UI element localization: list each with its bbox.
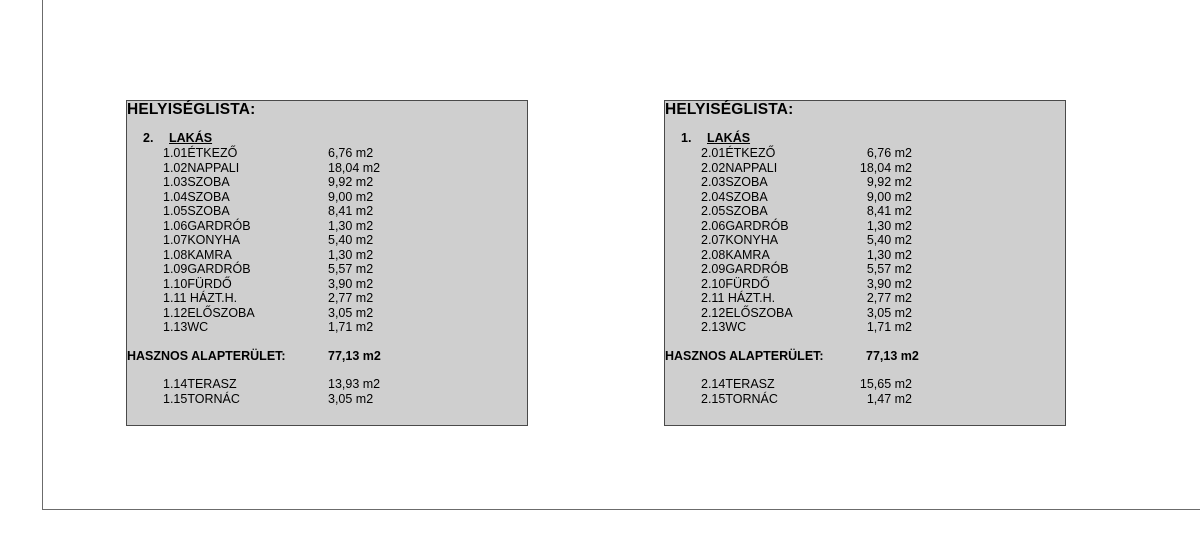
room-row [665, 320, 1065, 335]
room-label: 2.07KONYHA [701, 233, 779, 247]
room-row [127, 392, 527, 407]
room-row [127, 320, 527, 335]
room-list [127, 146, 527, 335]
room-area: 1,30 m2 [328, 218, 374, 233]
room-area: 5,57 m2 [866, 262, 912, 276]
room-label: 1.04SZOBA [163, 189, 230, 204]
room-row [665, 248, 1065, 263]
room-area: 5,57 m2 [328, 262, 374, 276]
room-row [127, 161, 527, 176]
room-list-panel-right [664, 100, 1066, 426]
room-label: 1.06GARDRÓB [163, 218, 251, 233]
total-area: 77,13 m2 [328, 349, 381, 363]
room-label: 2.02NAPPALI [701, 160, 778, 175]
room-label: 2.04SZOBA [701, 189, 768, 204]
room-area: 1,71 m2 [328, 320, 374, 334]
unit-name: LAKÁS [169, 131, 213, 145]
room-label: 2.10FÜRDŐ [701, 276, 770, 291]
room-area: 3,90 m2 [866, 276, 912, 291]
unit-number: 1. [681, 131, 692, 145]
room-area: 18,04 m2 [328, 160, 381, 175]
room-area: 9,00 m2 [866, 189, 912, 204]
total-label: HASZNOS ALAPTERÜLET: [127, 349, 286, 363]
room-label: 1.03SZOBA [163, 175, 230, 189]
room-row [127, 190, 527, 205]
room-row [127, 306, 527, 321]
room-label: 2.08KAMRA [701, 247, 770, 262]
room-row [127, 175, 527, 190]
room-area: 2,77 m2 [328, 291, 374, 305]
room-label: 2.13WC [701, 320, 747, 334]
room-list-panel-left [126, 100, 528, 426]
room-area: 18,04 m2 [859, 160, 912, 175]
room-label: 1.07KONYHA [163, 233, 241, 247]
room-label: 2.06GARDRÓB [701, 218, 789, 233]
room-area: 2,77 m2 [866, 291, 912, 305]
room-row [127, 219, 527, 234]
unit-number: 2. [143, 131, 154, 145]
room-label: 1.13WC [163, 320, 209, 334]
panel-title: HELYISÉGLISTA: [665, 101, 794, 118]
room-label: 2.05SZOBA [701, 204, 768, 218]
room-row [665, 204, 1065, 219]
room-row [665, 175, 1065, 190]
room-area: 3,90 m2 [328, 276, 374, 291]
room-row [665, 306, 1065, 321]
room-area: 1,30 m2 [328, 247, 374, 262]
room-area: 13,93 m2 [328, 377, 381, 391]
room-area: 1,30 m2 [866, 218, 912, 233]
room-row [665, 377, 1065, 392]
room-area: 3,05 m2 [866, 305, 912, 320]
room-row [127, 248, 527, 263]
room-area: 8,41 m2 [866, 204, 912, 218]
usable-area-total [665, 349, 1065, 365]
room-area: 8,41 m2 [328, 204, 374, 218]
room-label: 2.01ÉTKEZŐ [701, 146, 776, 160]
room-row [127, 204, 527, 219]
room-label: 1.01ÉTKEZŐ [163, 146, 238, 160]
room-label: 2.14TERASZ [701, 377, 775, 391]
room-label: 1.15TORNÁC [163, 391, 240, 406]
extra-room-list [665, 377, 1065, 406]
room-row [665, 262, 1065, 277]
room-area: 6,76 m2 [328, 146, 374, 160]
room-row [665, 161, 1065, 176]
room-area: 5,40 m2 [866, 233, 912, 247]
room-row [665, 190, 1065, 205]
room-label: 2.11 HÁZT.H. [701, 291, 776, 305]
room-label: 1.11 HÁZT.H. [163, 291, 238, 305]
room-row [665, 392, 1065, 407]
room-row [127, 146, 527, 161]
room-area: 1,30 m2 [866, 247, 912, 262]
unit-header [143, 131, 212, 145]
extra-room-list [127, 377, 527, 406]
room-label: 1.09GARDRÓB [163, 262, 251, 276]
room-label: 1.14TERASZ [163, 377, 237, 391]
total-label: HASZNOS ALAPTERÜLET: [665, 349, 824, 363]
room-row [127, 377, 527, 392]
room-label: 1.08KAMRA [163, 247, 232, 262]
room-row [127, 233, 527, 248]
room-area: 1,47 m2 [866, 391, 912, 406]
room-area: 9,00 m2 [328, 189, 374, 204]
room-row [127, 277, 527, 292]
room-label: 1.10FÜRDŐ [163, 276, 232, 291]
room-row [665, 233, 1065, 248]
room-row [665, 219, 1065, 234]
room-row [665, 291, 1065, 306]
room-area: 1,71 m2 [866, 320, 912, 334]
panel-title: HELYISÉGLISTA: [127, 101, 256, 118]
room-label: 1.05SZOBA [163, 204, 230, 218]
room-row [127, 291, 527, 306]
room-area: 15,65 m2 [859, 377, 912, 391]
room-area: 6,76 m2 [866, 146, 912, 160]
room-row [127, 262, 527, 277]
room-label: 2.12ELŐSZOBA [701, 305, 793, 320]
room-area: 5,40 m2 [328, 233, 374, 247]
room-label: 1.12ELŐSZOBA [163, 305, 255, 320]
room-area: 3,05 m2 [328, 391, 374, 406]
room-area: 3,05 m2 [328, 305, 374, 320]
room-label: 2.15TORNÁC [701, 391, 778, 406]
room-label: 2.09GARDRÓB [701, 262, 789, 276]
unit-name: LAKÁS [707, 131, 751, 145]
room-row [665, 146, 1065, 161]
room-list [665, 146, 1065, 335]
unit-header [681, 131, 750, 145]
total-area: 77,13 m2 [866, 349, 919, 363]
room-area: 9,92 m2 [866, 175, 912, 189]
room-label: 2.03SZOBA [701, 175, 768, 189]
room-area: 9,92 m2 [328, 175, 374, 189]
room-row [665, 277, 1065, 292]
usable-area-total [127, 349, 527, 365]
room-label: 1.02NAPPALI [163, 160, 240, 175]
